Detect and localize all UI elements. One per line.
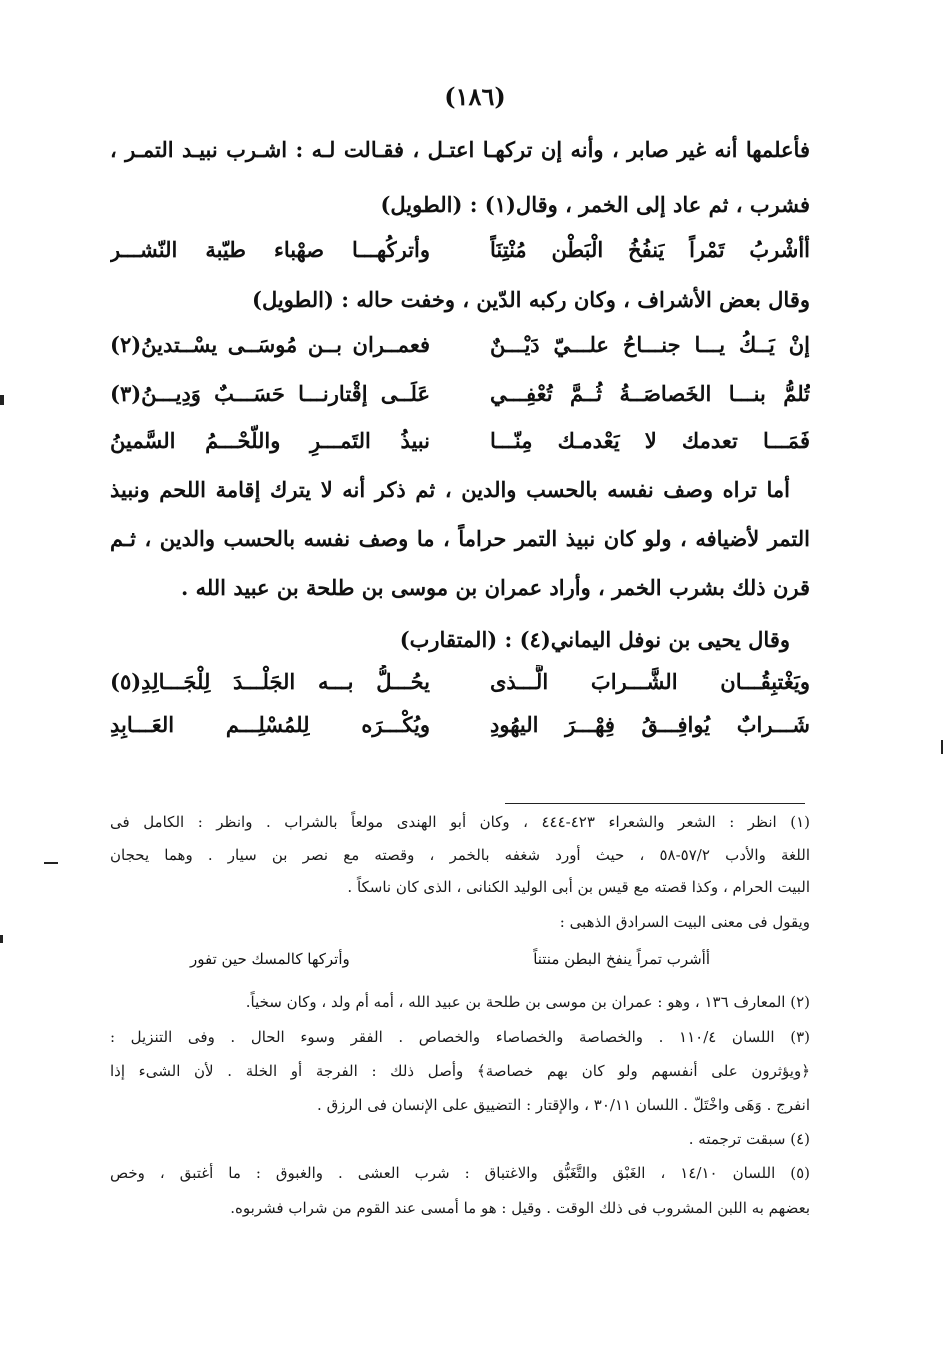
footnote-3-line-1: (٣) اللسان ١١٠/٤ . والخصاصة والخصاصاء والخصاص . الفقر وسوء الحال . وفى التنزيل : [110, 1028, 810, 1046]
verse-hemistich-left: ويُكْـــرَه لِلمُسْلِـــم العَـــابِدِ [110, 712, 430, 737]
body-line-1: فأعلمها أنه غير صابر ، وأنه إن تركهـا اعتـل ، فقـالت لـه : اشـرب نبيـد التمـر ، [110, 137, 810, 162]
verse-line [110, 328, 810, 362]
page-number: (١٨٦) [444, 82, 506, 111]
footnote-1-line-4: ويقول فى معنى البيت السرادق الذهبى : [559, 913, 810, 931]
verse-hemistich-right: شَـــرابٌ يُوافِـــقُ فِهْـــرَ اليهُودِ [490, 712, 810, 737]
body-line-2: فشرب ، ثم عاد إلى الخمر ، وقال(١) : (الطويل) [380, 192, 810, 217]
verse-hemistich-left: عَلَــى إقْتارنـــا حَسَـــبٌ وَدِيـــنُ(٣) [110, 381, 430, 406]
footnote-5-line-2: بعضهم به اللبن المشروب فى ذلك الوقت . وقيل : هو ما أمسى عند القوم من شراب فشربوه. [230, 1199, 810, 1217]
body-line-5: التمر لأضيافه ، ولو كان نبيذ التمر حراماً ، ما وصف نفسه بالحسب والدين ، ثـم [110, 526, 810, 551]
verse-hemistich-left: وأتركُهـــا صهْباء طيّبة النّشـــر [110, 237, 430, 262]
scan-mark [0, 935, 3, 943]
footnote-1-line-1: (١) انظر : الشعر والشعراء ٤٢٣-٤٤٤ ، وكان أبو الهندى مولعاً بالشراب . وانظر : الكامل فى [110, 813, 810, 831]
verse-hemistich-right: ويَغْتبِقُـــان الشَّـــرابَ الَّـــذى [490, 669, 810, 694]
footnote-5-line-1: (٥) اللسان ١٤/١٠ ، الغَبْق والتَّغَبُّق والاغتباق : شرب العشى . والغبوق : ما أغتبق ، وخص [110, 1164, 810, 1182]
body-line-3: وقال بعض الأشراف ، وكان ركبه الدّين ، وخفت حاله : (الطويل) [252, 287, 810, 312]
footnote-verse-left: وأتركها كالمسك حين تفور [190, 950, 350, 968]
footnote-separator [505, 803, 805, 804]
verse-hemistich-left: يحُـــلُّ بـــه الجَلْـــدَ لِلْجَـــالِدِ(٥) [110, 669, 430, 694]
footnote-verse-right: أأشرب تمراً ينفخ البطن منتناً [533, 950, 710, 968]
scan-mark [44, 862, 58, 864]
body-line-6: قرن ذلك بشرب الخمر ، وأراد عمران بن موسى بن طلحة بن عبيد الله . [180, 575, 810, 600]
footnote-3-line-3: انفرج . وَهَى واخْتَلّ . اللسان ٣٠/١١ ، والإقتار : التضييق على الإنسان فى الرزق . [317, 1096, 810, 1114]
verse-line [110, 233, 810, 267]
footnote-4: (٤) سبقت ترجمته . [688, 1130, 810, 1148]
verse-hemistich-right: فَمَـــا تعدمك لا يَعْدمـك مِنّـــا [490, 428, 810, 453]
scan-mark [0, 395, 4, 405]
body-line-4: أما تراه وصف نفسه بالحسب والدين ، ثم ذكر أنه لا يترك إقامة اللحم ونبيذ [110, 477, 790, 502]
body-line-7: وقال يحيى بن نوفل اليماني(٤) : (المتقارب) [399, 627, 790, 652]
verse-hemistich-right: أأشْربُ تَمْراً يَنفُخُ الْبَطْن مُنْتِنَاً [490, 237, 810, 262]
verse-line [110, 377, 810, 411]
verse-hemistich-left: نبيذُ التَمـــرِ واللّحْـــمُ السَّمينُ [110, 428, 430, 453]
footnote-1-line-2: اللغة والأدب ٥٧/٢-٥٨ ، حيث أورد شغفه بالخمر ، وقصته مع نصر بن سيار . وهما يحجان [110, 846, 810, 864]
verse-hemistich-right: إنْ يَــكُ يـــا جنـــاحُ علـــيّ دَيْـــنٌ [490, 332, 810, 357]
footnote-verse [150, 947, 800, 971]
scan-mark [941, 740, 943, 754]
footnote-3-line-2: ﴿ويؤثرون على أنفسهم ولو كان بهم خصاصة﴾ وأصل ذلك : الفرجة أو الخلة . لأن الشىء إذا [110, 1062, 810, 1080]
verse-line [110, 665, 810, 699]
verse-line [110, 424, 810, 458]
verse-hemistich-right: تُلمُّ بنـــا الخَصاصَــةُ ثُــمَّ تُعْفِـــي [490, 381, 810, 406]
footnote-1-line-3: البيت الحرام ، وكذا قصته مع قيس بن أبى الوليد الكنانى ، الذى كان ناسكاً . [347, 878, 810, 896]
footnote-2: (٢) المعارف ١٣٦ ، وهو : عمران بن موسى بن طلحة بن عبيد الله ، أمه أم ولد ، وكان سخياً. [245, 993, 810, 1011]
verse-hemistich-left: فعمــران بــن مُوسَــى يسْــتدينُ(٢) [110, 332, 430, 357]
verse-line [110, 708, 810, 742]
